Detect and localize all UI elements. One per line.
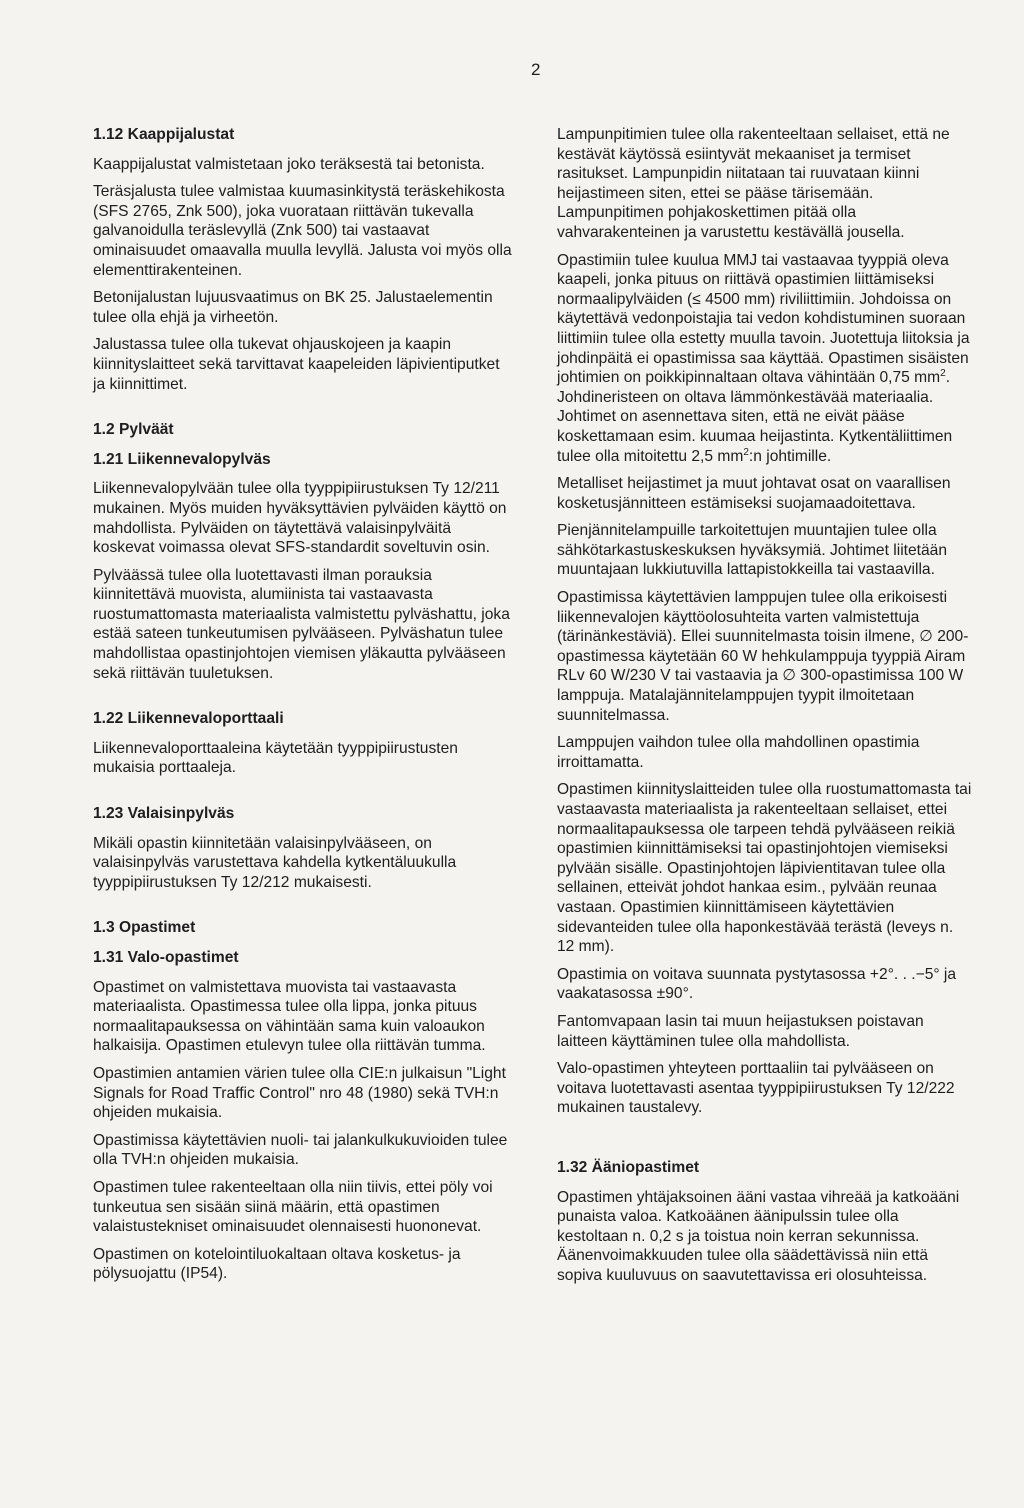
paragraph: Liikennevalopylvään tulee olla tyyppipiirustuksen Ty 12/211 mukainen. Myös muiden hyväksyttävien pylväiden käyttö on mahdollista. Pylväiden on täytettävä valaisinpylväitä koskevat voimassa olevat SFS-standardit soveltuvin osin. [93, 480, 507, 557]
paragraph: Opastimen on kotelointiluokaltaan oltava kosketus- ja pölysuojattu (IP54). [93, 1245, 461, 1283]
superscript: 2 [743, 446, 749, 458]
heading-1-3: 1.3 Opastimet [93, 919, 196, 937]
paragraph: Liikennevaloporttaaleina käytetään tyyppipiirustusten mukaisia porttaaleja. [93, 739, 458, 777]
paragraph: Metalliset heijastimet ja muut johtavat osat on vaarallisen kosketusjännitteen estämiseksi suojamaadoitettava. [557, 475, 951, 512]
heading-1-23: 1.23 Valaisinpylväs [93, 805, 235, 823]
heading-1-31: 1.31 Valo-opastimet [93, 949, 239, 966]
text-run: Opastimiin tulee kuulua MMJ tai vastaavaa tyyppiä oleva kaapeli, jonka pituus on riittävä opastimien liittämiseksi normaalipylväiden (≤ 4500 mm) riviliittimiin. Johdoissa on käytettävä vedonpoistajia tai vedon kohdistuminen suoraan liittimiin tulee olla estetty muulla tavoin. Juotettuja liitoksia ja johdinpäitä ei opastimissa saa käyttää. Opastimen sisäisten johtimien on poikkipinnaltaan oltava vähintään 0,75 mm [557, 251, 970, 387]
heading-1-22: 1.22 Liikennevaloporttaali [93, 710, 284, 728]
paragraph: Opastimissa käytettävien nuoli- tai jalankulkukuvioiden tulee olla TVH:n ohjeiden mukaisia. [93, 1131, 508, 1169]
text-run: . Johdineristeen on oltava lämmönkestävää materiaalia. Johtimet on asennettava siten, että ne eivät pääse koskettamaan esim. kuumaa heijastinta. Kytkentäliittimen tulee olla mitoitettu 2,5 mm [557, 369, 953, 465]
paragraph: Opastimen yhtäjaksoinen ääni vastaa vihreää ja katkoääni punaista valoa. Katkoäänen äänipulssin tulee olla kestoltaan n. 0,2 s ja toistua noin kerran sekunnissa. Äänenvoimakkuuden tulee olla säädettävissä niin että sopiva kuuluvuus on saavutettavissa eri olosuhteissa. [557, 1188, 960, 1284]
heading-1-2: 1.2 Pylväät [93, 421, 174, 439]
paragraph: Lamppujen vaihdon tulee olla mahdollinen opastimia irroittamatta. [557, 734, 920, 771]
paragraph: Pienjännitelampuille tarkoitettujen muuntajien tulee olla sähkötarkastuskeskuksen hyväksymiä. Johtimet liitetään muuntajaan lukkiutuvilla lattapistokkeilla tai vastaavilla. [557, 522, 948, 579]
paragraph: Opastimien antamien värien tulee olla CIE:n julkaisun "Light Signals for Road Traffic Control" nro 48 (1980) sekä TVH:n ohjeiden mukaisia. [93, 1064, 506, 1122]
superscript: 2 [940, 367, 946, 379]
paragraph: Opastimen kiinnityslaitteiden tulee olla ruostumattomasta tai vastaavasta materiaalista ja rakenteeltaan sellaiset, ettei normaalitapauksessa ole tarpeen tehdä pylvääseen reikiä opastimien kiinnittämiseksi tai opastinjohtojen viemiseksi pylvään sisälle. Opastinjohtojen läpivientitavan tulee olla sellainen, etteivät johdot hankaa esim., pylvään reunaa vastaan. Opastimien kiinnittämiseen käytettävien sidevanteiden tulee olla haponkestävää terästä (leveys n. 12 mm). [557, 781, 972, 956]
paragraph: Valo-opastimen yhteyteen porttaaliin tai pylvääseen on voitava luotettavasti asentaa tyyppipiirustuksen Ty 12/222 mukainen taustalevy. [557, 1060, 955, 1117]
text-run: :n johtimille. [748, 447, 832, 465]
paragraph: Teräsjalusta tulee valmistaa kuumasinkitystä teräskehikosta (SFS 2765, Znk 500), joka vuorataan riittävän tukevalla galvanoidulla teräslevyllä (Znk 500) tai vastaavat ominaisuudet omaavalla muulla levyllä. Jalusta voi myös olla elementtirakenteinen. [93, 183, 512, 279]
paragraph: Mikäli opastin kiinnitetään valaisinpylvääseen, on valaisinpylväs varustettava kahdella kytkentäluukulla tyyppipiirustuksen Ty 12/212 mukaisesti. [93, 834, 457, 891]
paragraph: Fantomvapaan lasin tai muun heijastuksen poistavan laitteen käyttäminen tulee olla mahdollista. [557, 1012, 924, 1050]
paragraph-wiring [557, 251, 972, 467]
paragraph: Kaappijalustat valmistetaan joko teräksestä tai betonista. [93, 155, 485, 173]
left-column [93, 125, 513, 1292]
page-number: 2 [531, 60, 541, 79]
paragraph: Opastimet on valmistettava muovista tai vastaavasta materiaalista. Opastimessa tulee olla lippa, jonka pituus normaalitapauksessa on vähintään sama kuin valoaukon halkaisija. Opastimen etulevyn tulee olla riittävän tumma. [93, 978, 486, 1055]
paragraph: Betonijalustan lujuusvaatimus on BK 25. Jalustaelementin tulee olla ehjä ja virheetön. [93, 289, 493, 326]
paragraph: Opastimen tulee rakenteeltaan olla niin tiivis, ettei pöly voi tunkeutua sen sisään siinä määrin, että opastimen valaistustekniset ominaisuudet olennaisesti huononevat. [93, 1178, 493, 1236]
heading-1-32: 1.32 Ääniopastimet [557, 1158, 700, 1176]
paragraph: Pylväässä tulee olla luotettavasti ilman porauksia kiinnitettävä muovista, alumiinista tai vastaavasta ruostumattomasta materiaalista valmistettu pylväshattu, joka estää sateen tunkeutumisen pylvääseen. Pylväshatun tulee mahdollistaa opastinjohtojen viemisen yläkautta pylvääseen sekä riittävän tuuletuksen. [93, 566, 510, 682]
heading-1-21: 1.21 Liikennevalopylväs [93, 450, 271, 468]
paragraph: Lampunpitimien tulee olla rakenteeltaan sellaiset, että ne kestävät käytössä esiintyvät mekaaniset ja termiset rasitukset. Lampunpidin niitataan tai ruuvataan kiinni heijastimeen siten, ettei se pääse tärisemään. Lampunpitimen pohjakoskettimen pitää olla vahvarakenteinen ja varustettu kestävällä jousella. [557, 126, 950, 241]
right-column [557, 125, 972, 1293]
heading-1-12: 1.12 Kaappijalustat [93, 126, 235, 143]
paragraph: Opastimia on voitava suunnata pystytasossa +2°. . .−5° ja vaakatasossa ±90°. [557, 965, 957, 1003]
paragraph: Jalustassa tulee olla tukevat ohjauskojeen ja kaapin kiinnityslaitteet sekä tarvittavat kaapeleiden läpivientiputket ja kiinnittimet. [93, 336, 500, 393]
paragraph: Opastimissa käytettävien lamppujen tulee olla erikoisesti liikennevalojen käyttöolosuhteita varten valmistettuja (tärinänkestäviä). Ellei suunnitelmasta toisin ilmene, ∅ 200-opastimessa käytetään 60 W hehkulamppuja tyyppiä Airam RLv 60 W/230 V tai vastaavia ja ∅ 300-opastimissa 100 W lamppuja. Matalajännitelamppujen tyypit ilmoitetaan suunnitelmassa. [557, 589, 969, 724]
